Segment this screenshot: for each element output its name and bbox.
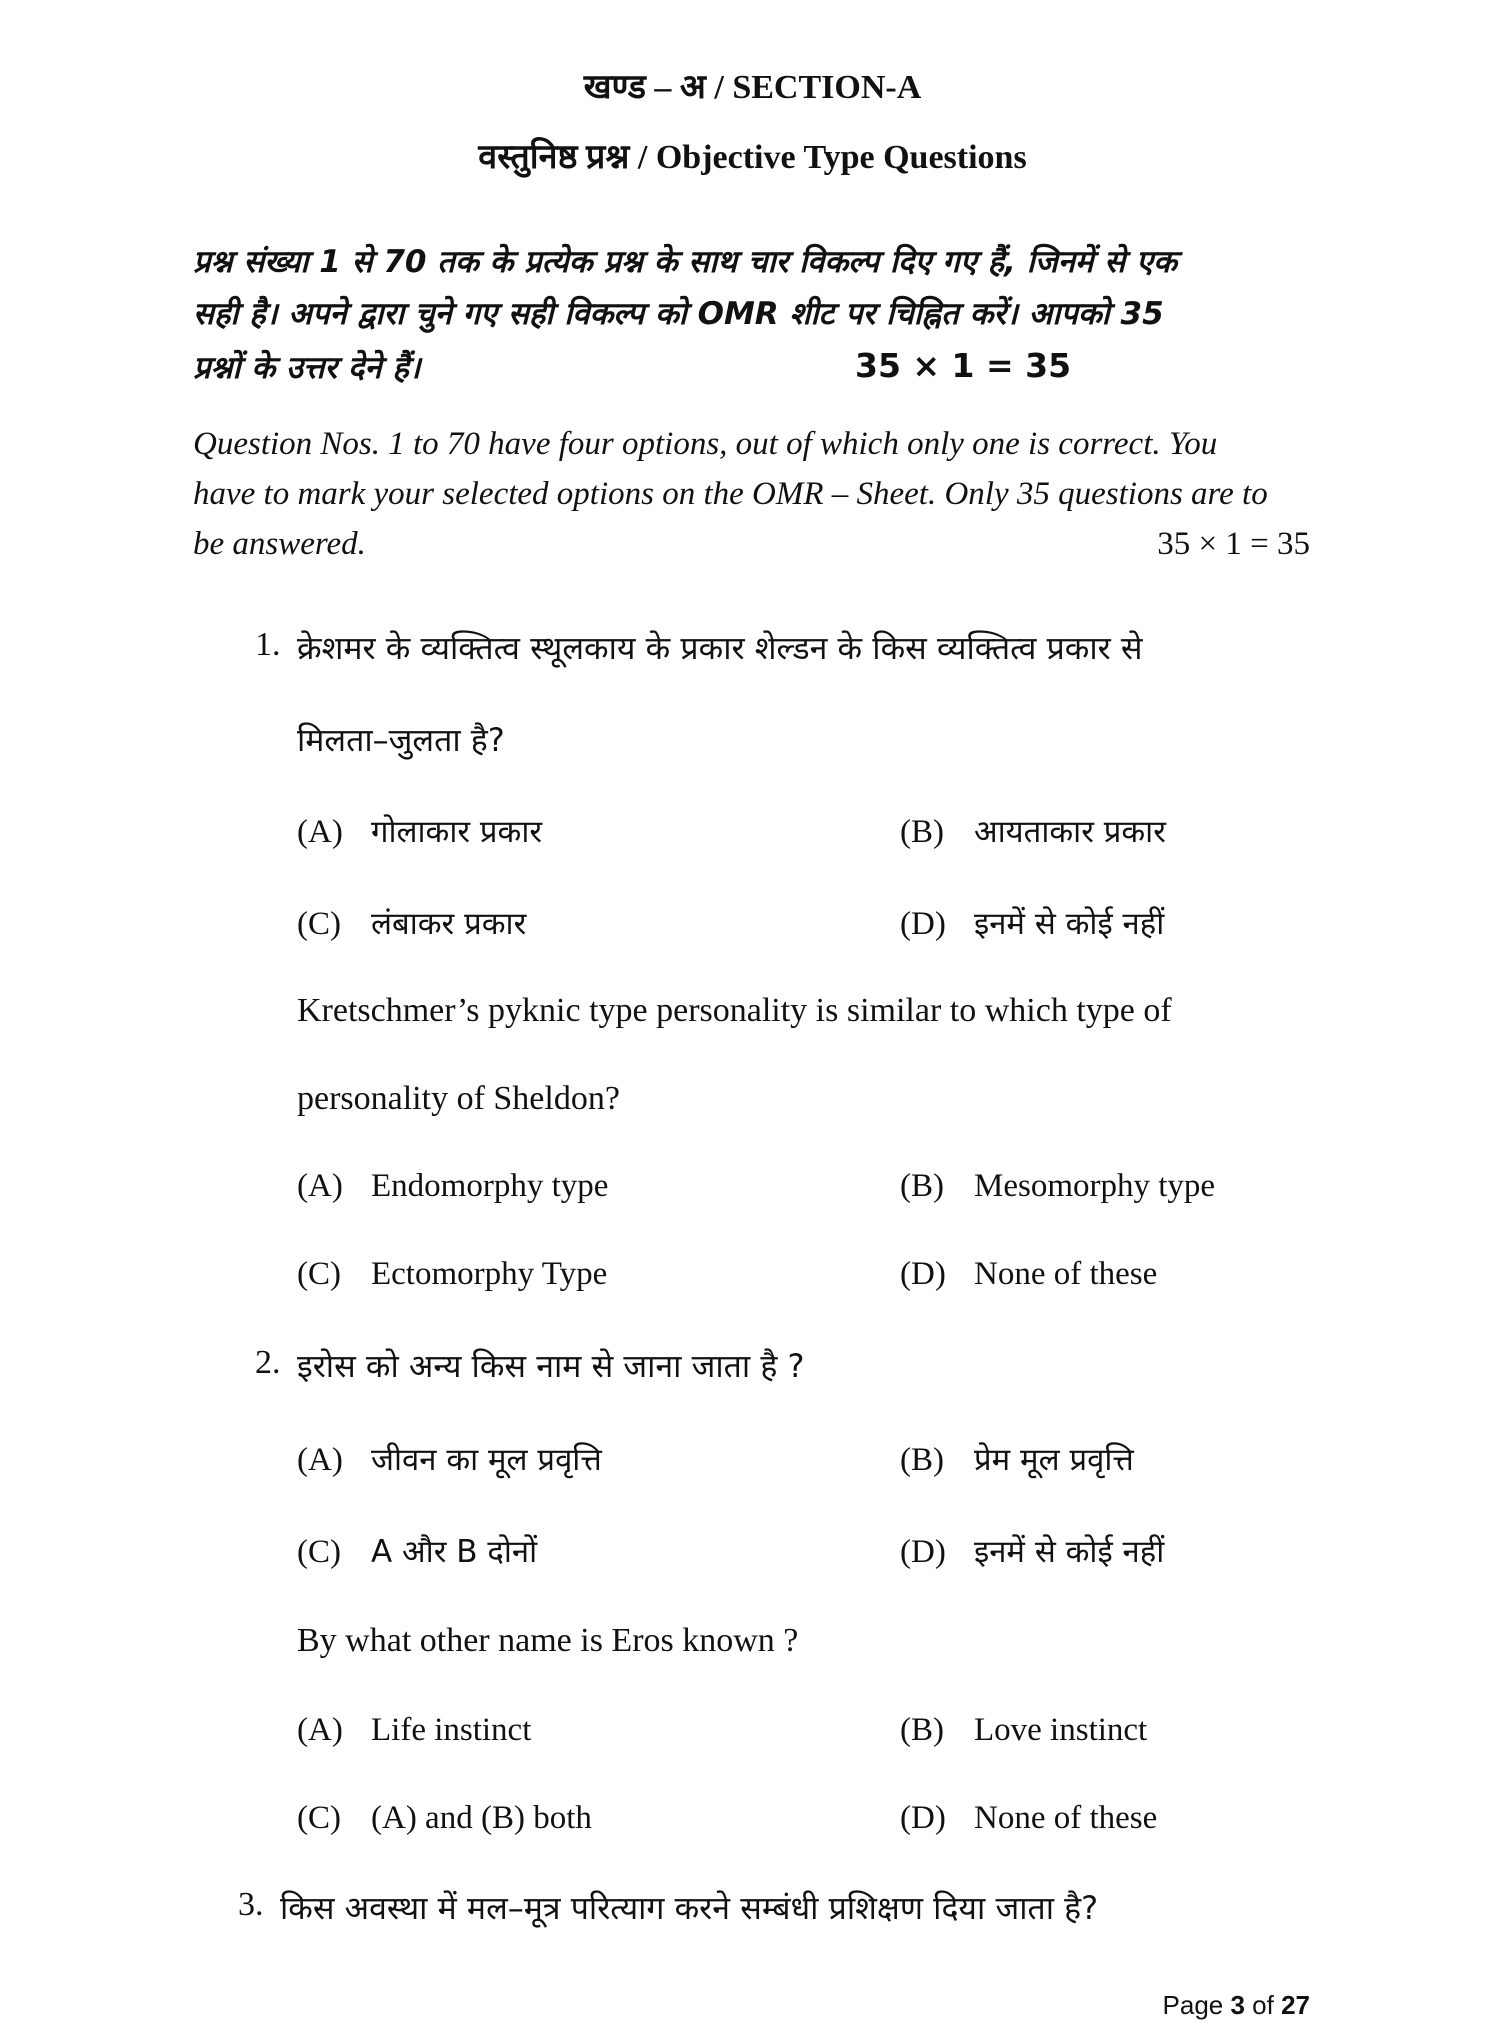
option-label: (A) — [297, 1168, 343, 1204]
question-1-english-option-a[interactable] — [297, 1168, 608, 1205]
question-3-number: 3. — [238, 1886, 264, 1923]
page-number-footer — [1163, 1990, 1310, 2021]
option-label: (D) — [900, 1534, 946, 1570]
option-text: None of these — [974, 1800, 1158, 1836]
question-2-english-option-a[interactable] — [297, 1712, 531, 1749]
option-text: (A) and (B) both — [371, 1800, 592, 1836]
option-label: (C) — [297, 1256, 341, 1292]
english-instruction-line-2: have to mark your selected options on the OMR – Sheet. Only 35 questions are to — [193, 476, 1268, 512]
question-1-hindi-option-a[interactable] — [297, 810, 542, 852]
page-total: 27 — [1281, 1990, 1310, 2020]
option-label: (A) — [297, 1712, 343, 1748]
question-1-hindi-line-2: मिलता–जुलता है? — [297, 721, 505, 759]
option-text: इनमें से कोई नहीं — [974, 906, 1165, 942]
option-text: Love instinct — [974, 1712, 1148, 1748]
option-label: (A) — [297, 1442, 343, 1478]
question-2-hindi-option-d[interactable] — [900, 1530, 1164, 1572]
option-text: जीवन का मूल प्रवृत्ति — [371, 1442, 602, 1478]
option-label: (D) — [900, 1800, 946, 1836]
option-text: Mesomorphy type — [974, 1168, 1216, 1204]
option-label: (B) — [900, 1168, 944, 1204]
question-2-hindi-option-c[interactable] — [297, 1530, 537, 1572]
option-text: लंबाकर प्रकार — [371, 906, 527, 942]
question-3-hindi-line-1: किस अवस्था में मल–मूत्र परित्याग करने सम्बंधी प्रशिक्षण दिया जाता है? — [280, 1889, 1099, 1927]
option-label: (C) — [297, 1800, 341, 1836]
question-2-hindi-line-1: इरोस को अन्य किस नाम से जाना जाता है ? — [297, 1347, 805, 1385]
question-1-english-option-d[interactable] — [900, 1256, 1157, 1293]
option-label: (D) — [900, 906, 946, 942]
page-prefix: Page — [1162, 1990, 1231, 2020]
option-text: आयताकार प्रकार — [974, 814, 1166, 850]
page-current: 3 — [1230, 1990, 1245, 2020]
option-text: Life instinct — [371, 1712, 532, 1748]
option-label: (C) — [297, 1534, 341, 1570]
option-text: इनमें से कोई नहीं — [974, 1534, 1165, 1570]
question-1-hindi-option-c[interactable] — [297, 902, 526, 944]
option-label: (C) — [297, 906, 341, 942]
section-title: खण्ड – अ / SECTION-A — [583, 69, 922, 106]
english-marks: 35 × 1 = 35 — [1157, 526, 1310, 562]
question-1-hindi-option-d[interactable] — [900, 902, 1164, 944]
question-2-english-option-b[interactable] — [900, 1712, 1147, 1749]
page-of: of — [1244, 1990, 1282, 2020]
hindi-instruction-line-3: प्रश्नों के उत्तर देने हैं। — [193, 350, 421, 386]
question-1-number: 1. — [255, 626, 281, 663]
question-1-english-option-c[interactable] — [297, 1256, 607, 1293]
option-label: (B) — [900, 1712, 944, 1748]
option-text: None of these — [974, 1256, 1158, 1292]
hindi-instruction-line-2: सही है। अपने द्वारा चुने गए सही विकल्प को OMR शीट पर चिह्नित करें। आपको 35 — [193, 296, 1164, 332]
question-2-english-option-c[interactable] — [297, 1800, 592, 1837]
option-text: गोलाकार प्रकार — [371, 814, 543, 850]
question-2-english-option-d[interactable] — [900, 1800, 1157, 1837]
option-label: (B) — [900, 1442, 944, 1478]
question-2-hindi-option-b[interactable] — [900, 1438, 1134, 1480]
option-text: Endomorphy type — [371, 1168, 609, 1204]
question-1-english-line-1: Kretschmer’s pyknic type personality is similar to which type of — [297, 992, 1172, 1029]
question-2-hindi-option-a[interactable] — [297, 1438, 602, 1480]
option-text: A और B दोनों — [371, 1534, 538, 1570]
option-label: (B) — [900, 814, 944, 850]
question-1-hindi-option-b[interactable] — [900, 810, 1166, 852]
question-1-hindi-line-1: क्रेशमर के व्यक्तित्व स्थूलकाय के प्रकार शेल्डन के किस व्यक्तित्व प्रकार से — [297, 629, 1143, 667]
english-instruction-line-1: Question Nos. 1 to 70 have four options, out of which only one is correct. You — [193, 426, 1218, 462]
hindi-instruction-line-1: प्रश्न संख्या 1 से 70 तक के प्रत्येक प्रश्न के साथ चार विकल्प दिए गए हैं, जिनमें से एक — [193, 244, 1177, 280]
option-text: Ectomorphy Type — [371, 1256, 608, 1292]
english-instruction-line-3: be answered. — [193, 526, 366, 562]
question-1-english-line-2: personality of Sheldon? — [297, 1080, 620, 1117]
question-1-english-option-b[interactable] — [900, 1168, 1215, 1205]
option-label: (A) — [297, 814, 343, 850]
option-label: (D) — [900, 1256, 946, 1292]
option-text: प्रेम मूल प्रवृत्ति — [974, 1442, 1134, 1478]
hindi-marks: 35 × 1 = 35 — [855, 346, 1072, 385]
question-2-english-line-1: By what other name is Eros known ? — [297, 1622, 799, 1659]
question-2-number: 2. — [255, 1344, 281, 1381]
section-subtitle: वस्तुनिष्ठ प्रश्न / Objective Type Questions — [478, 139, 1027, 176]
